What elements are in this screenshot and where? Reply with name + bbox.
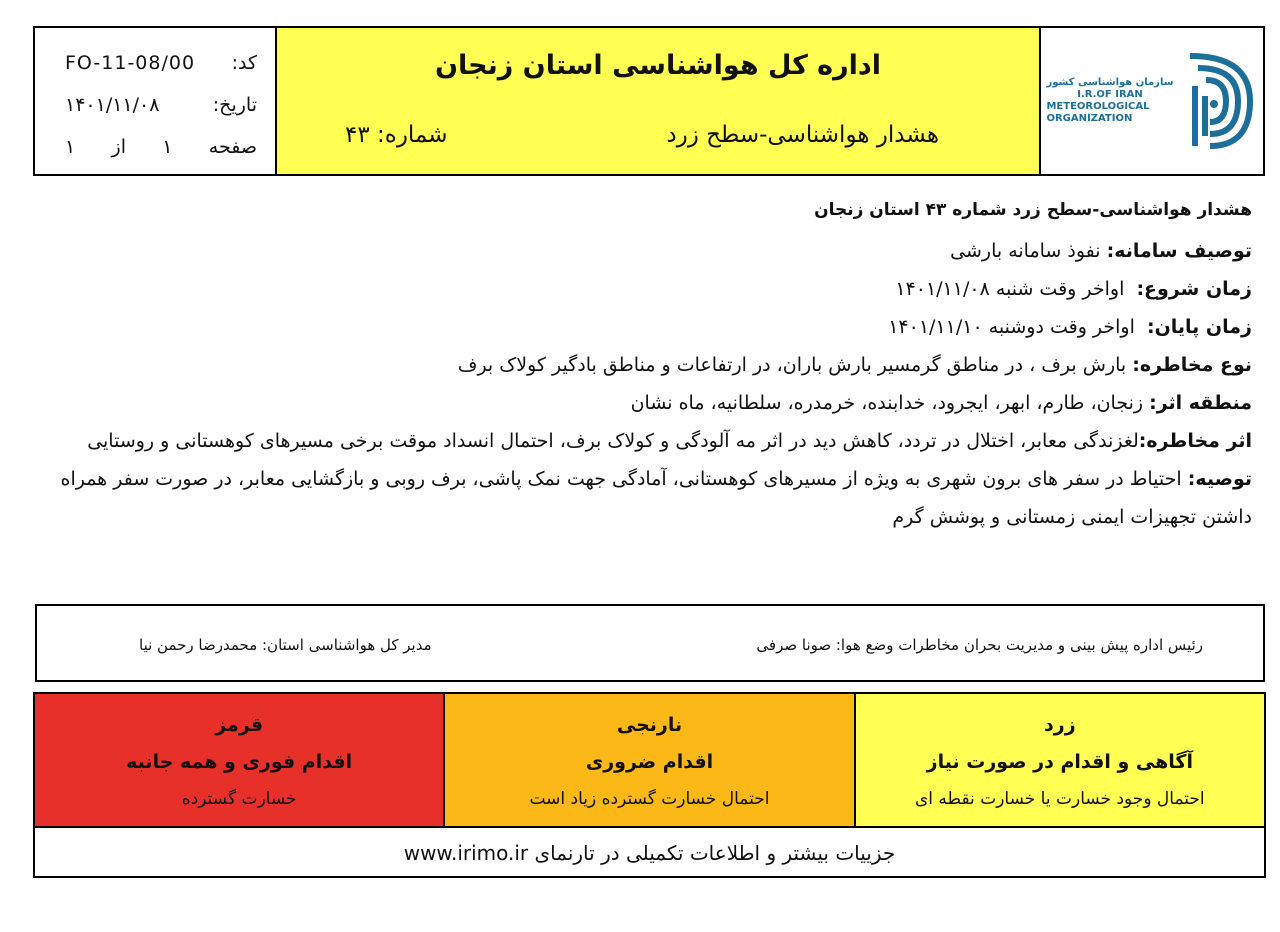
logo-en-line1: I.R.OF IRAN: [1077, 89, 1143, 100]
effect-value: لغزندگی معابر، اختلال در تردد، کاهش دید در اثر مه آلودگی و کولاک برف، احتمال انسداد موقت برخی مسیرهای کوهستانی و روستایی: [87, 430, 1139, 452]
area-value: زنجان، طارم، ابهر، ایجرود، خدابنده، خرمدره، سلطانیه، ماه نشان: [630, 392, 1150, 414]
effect-label: اثر مخاطره:: [1138, 430, 1252, 452]
page-total: ۱: [65, 136, 76, 158]
alert-content: [40, 192, 1252, 536]
end-label: زمان پایان:: [1146, 316, 1252, 338]
signatures-box: [35, 604, 1265, 682]
logo-block: [1041, 28, 1263, 174]
alert-heading: هشدار هواشناسی-سطح زرد شماره ۴۳ استان زنجان: [814, 200, 1252, 220]
website-footer: جزییات بیشتر و اطلاعات تکمیلی در تارنمای www.irimo.ir: [403, 841, 896, 865]
code-row: [65, 42, 257, 84]
date-row: [65, 84, 257, 126]
hazard-effect: [40, 422, 1252, 460]
logo-en-line3: ORGANIZATION: [1046, 113, 1133, 124]
page-of: از: [111, 136, 126, 158]
forecast-head-signature: رئیس اداره پیش بینی و مدیریت بحران مخاطرات وضع هوا: صونا صرفی: [756, 636, 1203, 654]
level-name: زرد: [1044, 714, 1076, 736]
level-action: اقدام ضروری: [585, 751, 714, 773]
level-action: آگاهی و اقدام در صورت نیاز: [926, 751, 1193, 773]
page-current: ۱: [162, 136, 173, 158]
logo-emblem-icon: [1180, 46, 1258, 156]
level-yellow: [854, 694, 1264, 826]
hazard-type: [40, 346, 1252, 384]
level-desc: خسارت گسترده: [181, 789, 297, 809]
warning-levels-table: [33, 692, 1266, 878]
end-value: اواخر وقت دوشنبه ۱۴۰۱/۱۱/۱۰: [888, 316, 1147, 338]
level-red: [35, 694, 443, 826]
advice: [40, 460, 1252, 536]
level-desc: احتمال وجود خسارت یا خسارت نقطه ای: [914, 789, 1205, 809]
level-name: نارنجی: [616, 714, 683, 736]
org-title: اداره کل هواشناسی استان زنجان: [434, 50, 882, 81]
levels-row: [35, 694, 1264, 828]
level-name: قرمز: [215, 714, 264, 736]
document-meta: [35, 28, 277, 174]
system-value: نفوذ سامانه بارشی: [950, 240, 1107, 262]
logo-fa-text: سازمان هواشناسی کشور: [1046, 77, 1174, 88]
start-time: [40, 270, 1252, 308]
logo-en-line2: METEOROLOGICAL: [1046, 101, 1150, 112]
alert-number: شماره: ۴۳: [345, 122, 448, 148]
meteorological-organization-logo: [1046, 46, 1257, 156]
advice-value: احتیاط در سفر های برون شهری به ویژه از مسیرهای کوهستانی، آمادگی جهت نمک پاشی، برف روبی و بازگشایی معابر، در صورت سفر همراه داشتن تجهیزات ایمنی زمستانی و پوشش گرم: [60, 468, 1252, 528]
level-orange: [443, 694, 853, 826]
date-label: تاریخ:: [212, 94, 257, 116]
start-label: زمان شروع:: [1136, 278, 1252, 300]
area-label: منطقه اثر:: [1149, 392, 1252, 414]
advice-label: توصیه:: [1187, 468, 1252, 490]
system-label: توصیف سامانه:: [1106, 240, 1252, 262]
code-value: FO-11-08/00: [65, 52, 196, 74]
hazard-type-value: بارش برف ، در مناطق گرمسیر بارش باران، در ارتفاعات و مناطق بادگیر کولاک برف: [457, 354, 1133, 376]
alert-title: هشدار هواشناسی-سطح زرد: [666, 122, 939, 148]
end-time: [40, 308, 1252, 346]
page-row: [65, 126, 257, 168]
start-value: اواخر وقت شنبه ۱۴۰۱/۱۱/۰۸: [895, 278, 1137, 300]
director-signature: مدیر کل هواشناسی استان: محمدرضا رحمن نیا: [139, 636, 432, 654]
code-label: کد:: [231, 52, 257, 74]
date-value: ۱۴۰۱/۱۱/۰۸: [65, 94, 160, 116]
hazard-type-label: نوع مخاطره:: [1132, 354, 1252, 376]
affected-area: [40, 384, 1252, 422]
system-description: [40, 232, 1252, 270]
page-label: صفحه: [208, 136, 257, 158]
header-title-block: [277, 28, 1041, 174]
logo-text: [1046, 77, 1173, 125]
document-header: [33, 26, 1265, 176]
level-desc: احتمال خسارت گسترده زیاد است: [529, 789, 770, 809]
level-action: اقدام فوری و همه جانبه: [126, 751, 353, 773]
